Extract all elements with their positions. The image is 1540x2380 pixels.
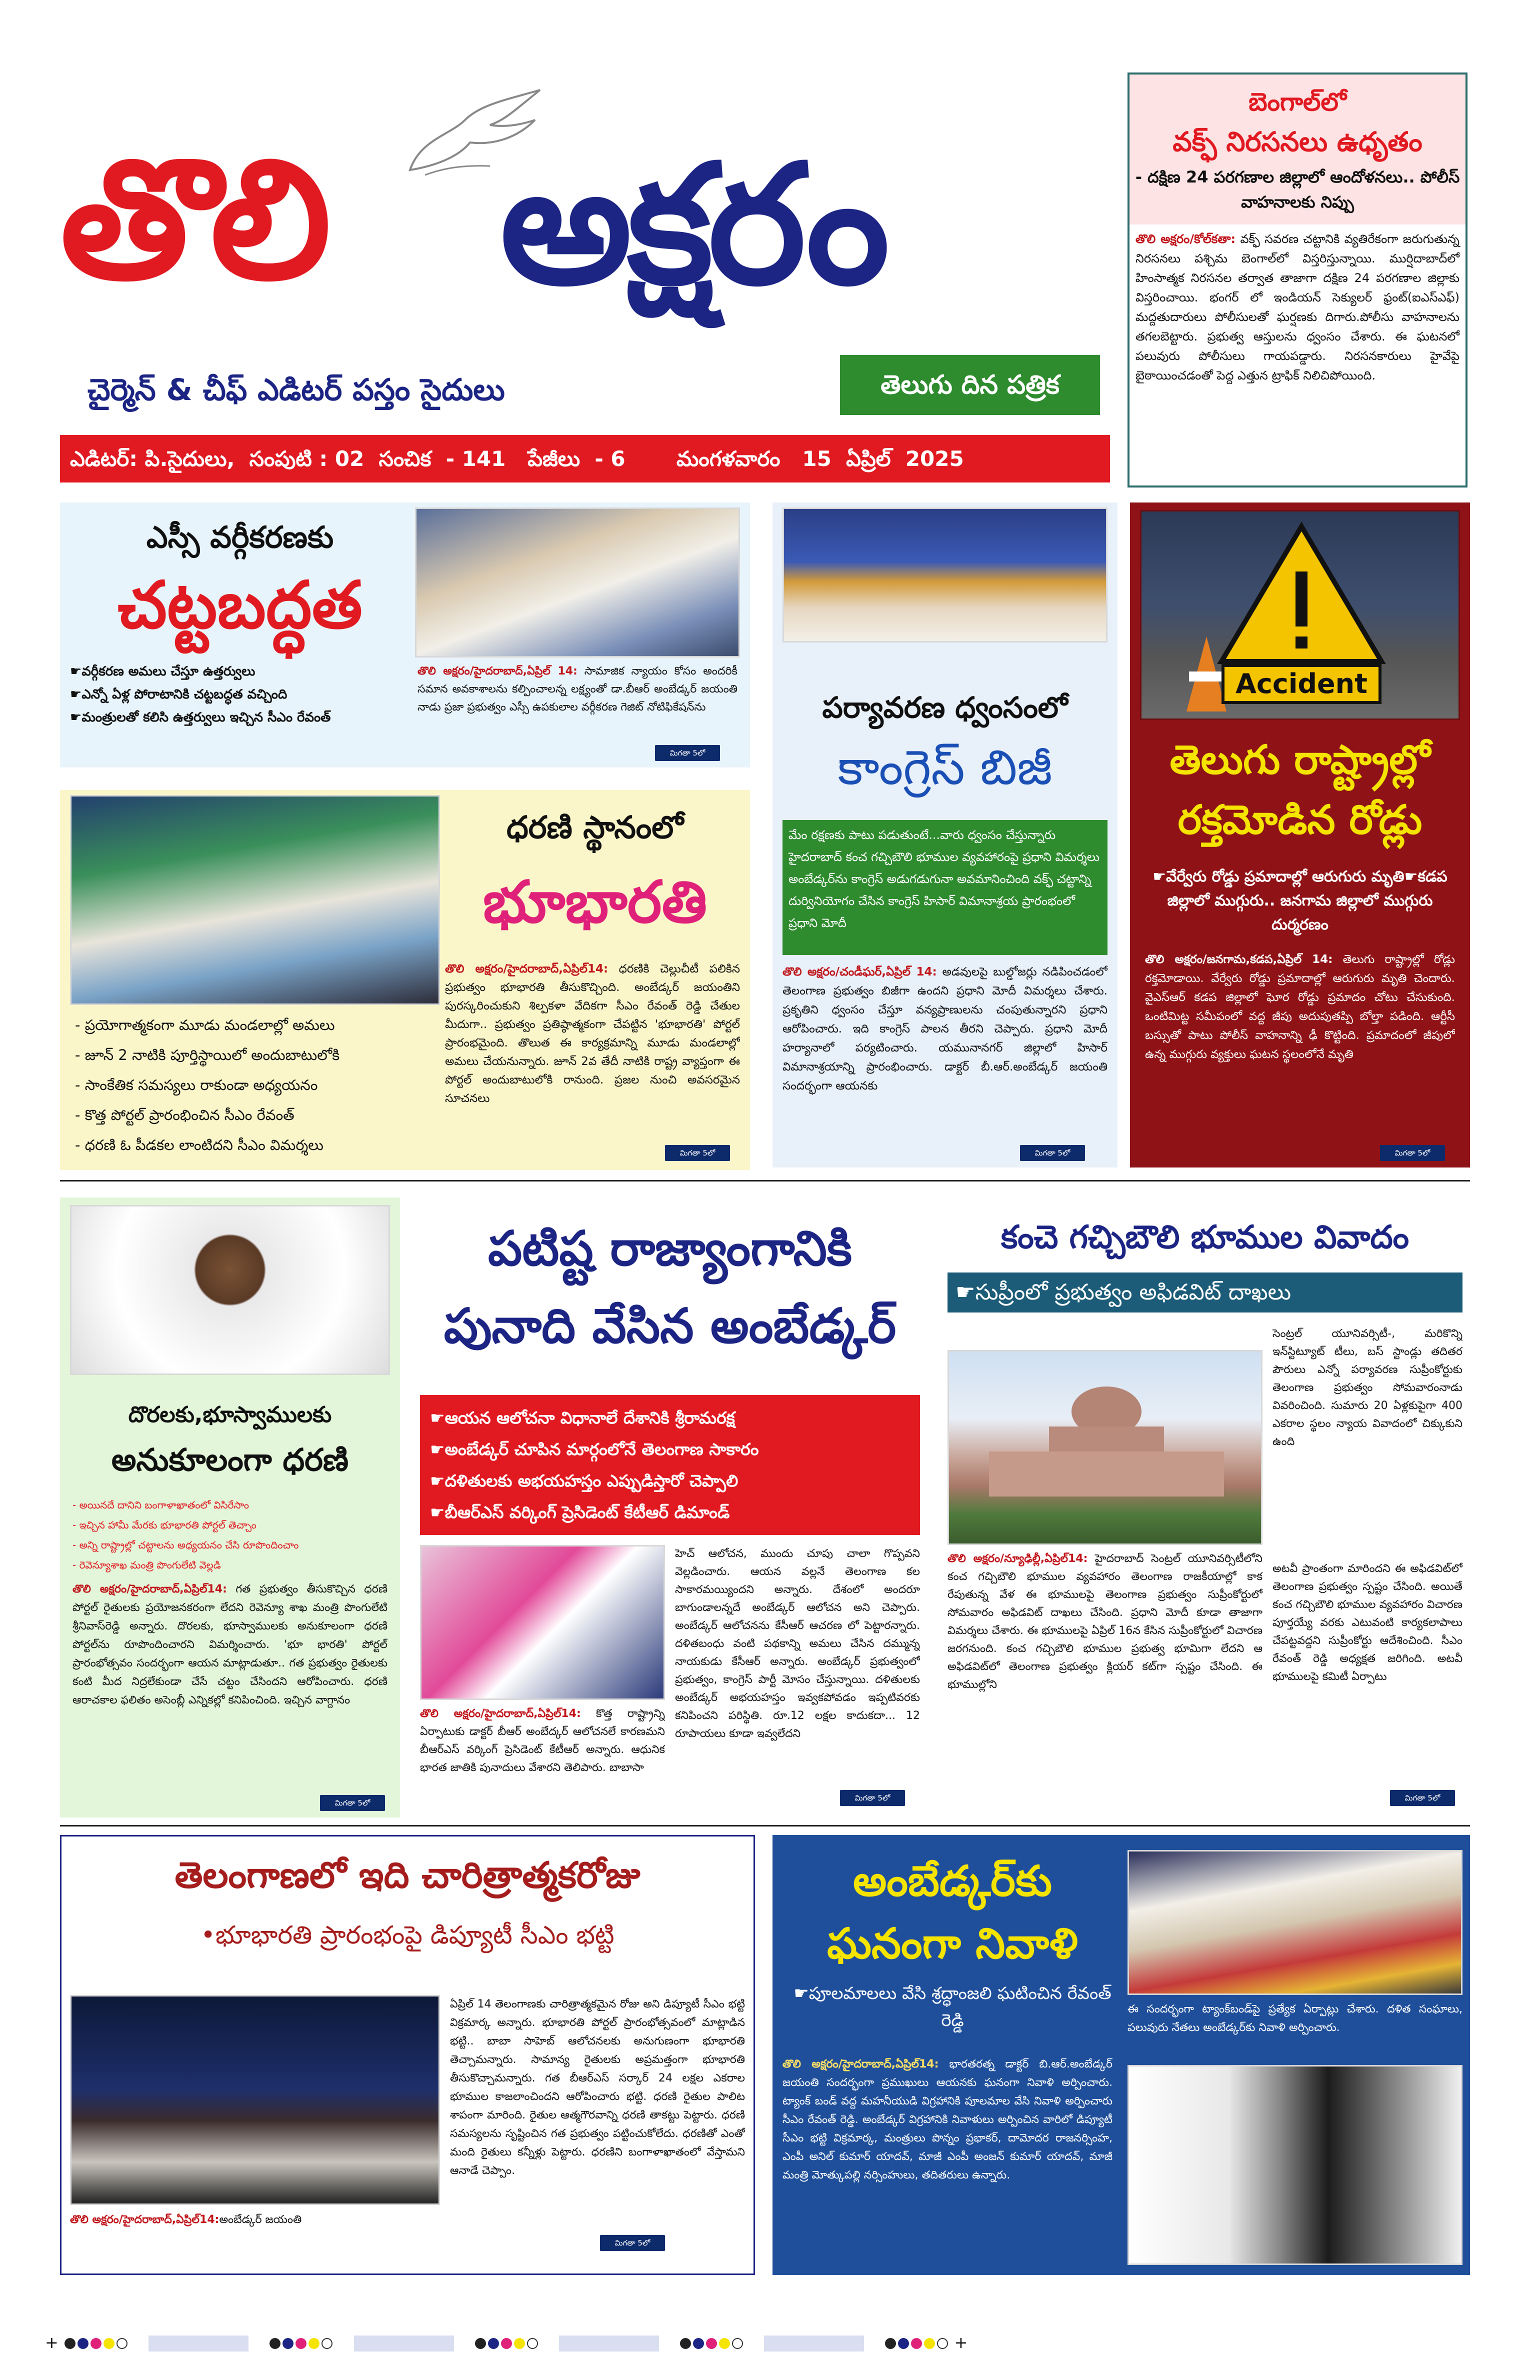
- accident-body: తొలి అక్షరం/జనగామ,కడప,ఏప్రిల్ 14: తెలుగు రాష్ట్రాల్లో రోడ్లు రక్తమోడాయి. వేర్వేరు రోడ్డు ప్రమాదాల్లో ఆరుగురు మృతి చెందారు. వైఎస్ఆర్ కడప జిల్లాలో ఘోర రోడ్డు ప్రమాదం చోటు చేసుకుంది. ఒంటిమిట్ట సమీపంలో వద్ద జీపు అదుపుతప్పి బోల్తా పడింది. ఆర్టీసీ బస్సుతో పాటు పోలీస్ వాహనాన్ని ఢీ కొట్టింది. ప్రమాదంలో జీపులో ఉన్న ముగ్గురు వ్యక్తులు ఘటన స్థలంలోనే మృతి: [1145, 953, 1455, 1061]
- issue-info-bar: ఎడిటర్: పి.సైదులు, సంపుటి : 02 సంచిక - 141 పేజీలు - 6 మంగళవారం 15 ఏప్రిల్ 2025: [60, 435, 1110, 482]
- modi-headline: కాంగ్రెస్ బిజీ: [838, 740, 1052, 796]
- chairman-line: చైర్మెన్ & చీఫ్ ఎడిటర్ పస్తం సైదులు: [88, 372, 505, 408]
- bengal-byline: తొలి అక్షరం/కోల్‌కతా:: [1136, 232, 1236, 246]
- bhatti-subhead: •భూభారతి ప్రారంభంపై డిప్యూటీ సీఎం భట్టి: [200, 1920, 614, 1950]
- bhatti-photo: [70, 1995, 440, 2205]
- ktr-photo: [420, 1545, 665, 1700]
- accident-subhead: ☛వేర్వేరు రోడ్డు ప్రమాదాల్లో ఆరుగురు మృతి☛కడప జిల్లాలో ముగ్గురు.. జనగామ జిల్లాలో ముగ్గురు దుర్మరణం: [1152, 868, 1448, 934]
- sc-bullet: ☛వర్గీకరణ అమలు చేస్తూ ఉత్తర్వులు: [70, 664, 256, 679]
- print-registration-bar: [45, 2330, 1495, 2355]
- modi-summary: మేం రక్షణకు పాటు పడుతుంటే...వారు ధ్వంసం చేస్తున్నారు హైదరాబాద్ కంచ గచ్చిబౌలి భూముల వ్యవహారంపై ప్రధాని విమర్శలు అంబేడ్కర్‌ను కాంగ్రెస్ అడుగడుగునా అవమానించింది వక్ఫ్ చట్టాన్ని దుర్వినియోగం చేసిన కాంగ్రెస్ హిసార్ విమానాశ్రయ ప్రారంభంలో ప్రధాని మోదీ: [782, 820, 1108, 955]
- dharani-bullet: - ఇచ్చిన హామీ మేరకు భూభారతి పోర్టల్ తెచ్చాం: [72, 1519, 256, 1531]
- tribute-headline: అంబేడ్కర్‌కు ఘనంగా నివాళి: [827, 1856, 1078, 1968]
- ktr-right-body: హెచ్ ఆలోచన, ముందు చూపు చాలా గొప్పవని వెల్లడించారు. ఆయన వల్లనే తెలంగాణ కల సాకారమయ్యిందని అన్నారు. దేశంలో అందరూ బాగుండాలన్నదే అంబేడ్కర్ ఆలోచన అని చెప్పారు. అంబేడ్కర్ ఆలోచనను కేసీఆర్ ఆచరణ లో పెట్టారన్నారు. దళితబంధు వంటి పథకాన్ని అమలు చేసిన దమ్మున్న నాయకుడు కేసీఆర్ అన్నారు. అంబేడ్కర్ ప్రభుత్వంలో ప్రభుత్వం, కాంగ్రెస్ పార్టీ మోసం చేస్తున్నాయి. దళితులకు అంబేడ్కర్ అభయహస్తం ఇవ్వకపోవడం ఇప్పటివరకు కనిపించని పరిస్థితి. రూ.12 లక్షల కాదుకదా... 12 రూపాయలు కూడా ఇవ్వలేదని: [675, 1548, 920, 1740]
- dharani-bullets: [72, 1495, 388, 1575]
- bhatti-body: ఏప్రిల్ 14 తెలంగాణకు చారిత్రాత్మకమైన రోజు అని డిప్యూటీ సీఎం భట్టి విక్రమార్క అన్నారు. భూభారతి పోర్టల్ ప్రారంభోత్సవంలో మాట్లాడిన భట్టి.. బాబా సాహెబ్ ఆలోచనలకు అనుగుణంగా భూభారతి తెచ్చామన్నారు. సామాన్య రైతులకు అప్రమత్తంగా భూభారతి తీసుకొచ్చామన్నారు. గత బీఆర్ఎస్ సర్కార్ 24 లక్షల ఎకరాల భూముల కాజలాంచిందని ఆరోపించారు భట్టి. ధరణి రైతుల పాలిట శాపంగా మారింది. రైతుల ఆత్మగౌరవాన్ని ధరణి తాకట్టు పెట్టారు. ధరణి సమస్యలను సృష్టించిన గత ప్రభుత్వం పట్టించుకోలేదు. ధరణితో ఎంతో మంది రైతులు కన్నీళ్లు పెట్టారు. ధరణిని బంగాళాఖాతంలో వేస్తామని ఆనాడే చెప్పాం.: [450, 1998, 745, 2177]
- tribute-body: తొలి అక్షరం/హైదరాబాద్,ఏప్రిల్14: భారతరత్న డాక్టర్ బి.ఆర్.అంబేడ్కర్ జయంతి సందర్భంగా ప్రముఖులు ఆయనకు ఘనంగా నివాళి అర్పించారు. ట్యాంక్ బండ్ వద్ద మహనీయుడి విగ్రహానికి పూలమాల వేసి నివాళి అర్పించారు సీఎం రేవంత్ రెడ్డి. అంబేడ్కర్ విగ్రహానికి నివాళులు అర్పించిన వారిలో డిప్యూటీ సీఎం భట్టి విక్రమార్క, మంత్రులు పొన్నం ప్రభాకర్, దామోదర రాజనర్సింహ, ఎంపీ అనిల్ కుమార్ యాదవ్, మాజీ ఎంపీ అంజన్ కుమార్ యాదవ్, మాజీ మంత్రి మోత్కుపల్లి నర్సింహులు, తదితరులు ఉన్నారు.: [782, 2058, 1112, 2182]
- bhubharati-bullet: - కొత్త పోర్టల్ ప్రారంభించిన సీఎం రేవంత్: [75, 1106, 294, 1124]
- continued-link[interactable]: మిగతా 5లో: [840, 1790, 905, 1806]
- bengal-kicker: బెంగాల్‌లో: [1248, 88, 1346, 116]
- bhubharati-headline: భూభారతి: [482, 868, 708, 936]
- section-divider: [60, 1825, 1470, 1826]
- bengal-headline-panel: [1130, 74, 1466, 224]
- accident-photo: [1140, 510, 1460, 720]
- tagline-badge: తెలుగు దిన పత్రిక: [840, 355, 1100, 415]
- modi-kicker: పర్యావరణ ధ్వంసంలో: [822, 690, 1068, 724]
- tribute-right-body: ఈ సందర్భంగా ట్యాంక్‌బండ్‌పై ప్రత్యేక ఏర్పాట్లు చేశారు. దళిత సంఘాలు, పలువురు నేతలు అంబేడ్కర్‌కు నివాళి అర్పించారు.: [1128, 2003, 1462, 2034]
- continued-link[interactable]: మిగతా 5లో: [1380, 1145, 1445, 1161]
- masthead-title-red: తొలి: [60, 124, 326, 316]
- bhubharati-bullet: - ప్రయోగాత్మకంగా మూడు మండలాల్లో అమలు: [75, 1016, 335, 1034]
- sc-bullet: ☛ఎన్నో ఏళ్ల పోరాటానికి చట్టబద్ధత వచ్చింది: [70, 687, 288, 702]
- ktr-bullet: ☛బీఆర్ఎస్ వర్కింగ్ ప్రెసిడెంట్ కేటీఆర్ డిమాండ్: [430, 1502, 730, 1522]
- sc-body: తొలి అక్షరం/హైదరాబాద్,ఏప్రిల్ 14: సామాజిక న్యాయం కోసం అందరికీ సమాన అవకాశాలను కల్పించాలన్న లక్ష్యంతో డా.బీఆర్ అంబేడ్కర్ జయంతి నాడు ప్రజా ప్రభుత్వం ఎస్సీ ఉపకులాల వర్గీకరణ గెజిట్ నోటిఫికేషన్‌ను: [418, 665, 738, 714]
- masthead-title-blue: అక్షరం: [500, 129, 885, 321]
- kanche-right-body: అటవీ ప్రాంతంగా మారిందని ఈ అఫిడవిట్‌లో తెలంగాణ ప్రభుత్వం స్పష్టం చేసింది. అయితే కంచ గచ్చిబౌలి భూముల వ్యవహారం విచారణ పూర్తయ్యే వరకు ఎటువంటి కార్యకలాపాలు చేపట్టవద్దని సుప్రీంకోర్టు ఆదేశించింది. సీఎం రేవంత్ రెడ్డి అధ్యక్షత జరిగింది. అటవీ భూములపై కమిటీ ఏర్పాటు: [1272, 1562, 1462, 1683]
- ktr-bullet: ☛ఆయన ఆలోచనా విధానాలే దేశానికి శ్రీరామరక్ష: [430, 1408, 735, 1428]
- bhubharati-bullet: - ధరణి ఓ పీడకల లాంటిదని సీఎం విమర్శలు: [75, 1136, 324, 1154]
- continued-link[interactable]: మిగతా 5లో: [655, 745, 720, 761]
- bhubharati-bullets: [75, 1010, 435, 1160]
- bhubharati-photo: [70, 795, 440, 1005]
- minister-photo: [70, 1205, 390, 1375]
- reg-mark: +: [45, 2333, 58, 2352]
- court-dome-icon: [949, 1352, 1262, 1545]
- modi-body: తొలి అక్షరం/చండీఘర్,ఏప్రిల్ 14: అడవులపై బుల్డోజర్లు నడిపించడంలో తెలంగాణ ప్రభుత్వం బిజీగా ఉందని ప్రధాని మోదీ విమర్శలు చేశారు. ప్రకృతిని ధ్వంసం చేస్తూ వన్యప్రాణులను చంపుతున్నారని ప్రధాని ఆరోపించారు. ఇది కాంగ్రెస్ పాలన తీరని చెప్పారు. ప్రధాని మోదీ హర్యానాలో పర్యటించారు. యమునానగర్ జిల్లాలో హిసార్ విమానాశ్రయాన్ని ప్రారంభించారు. డాక్టర్ బీ.ఆర్.అంబేడ్కర్ జయంతి సందర్భంగా ఆయనకు: [782, 966, 1108, 1092]
- ambedkar-portrait: [1128, 2065, 1462, 2265]
- bhubharati-bullet: - సాంకేతిక సమస్యలు రాకుండా అధ్యయనం: [75, 1076, 318, 1094]
- bengal-headline: వక్ఫ్ నిరసనలు ఉధృతం: [1172, 126, 1422, 158]
- continued-link[interactable]: మిగతా 5లో: [320, 1795, 385, 1811]
- kanche-body: తొలి అక్షరం/న్యూఢిల్లీ,ఏప్రిల్14: హైదరాబాద్ సెంట్రల్ యూనివర్సిటీలోని కంచ గచ్చిబౌలి భూముల వ్యవహారం తెలంగాణ రాజకీయాల్లో కాక రేపుతున్న వేళ ఈ భూములపై తెలంగాణ ప్రభుత్వం సుప్రీంకోర్టులో సోమవారం అఫిడవిట్ దాఖలు చేసింది. ప్రధాని మోదీ కూడా తాజాగా విమర్శలు చేశారు. ఈ భూములపై ఏప్రిల్ 16న కేసిన సుప్రీంకోర్టులో విచారణ జరగనుంది. కంచ గచ్చిబౌలి భూముల ప్రభుత్వ భూమిగా లేదని ఆ అఫిడవిట్‌లో తెలంగాణ ప్రభుత్వం క్లియర్ కట్‌గా స్పష్టం చేసింది. ఈ భూముల్లోని: [948, 1552, 1262, 1691]
- dharani-headline-small: దొరలకు,భూస్వాములకు: [128, 1402, 332, 1428]
- sc-bullet: ☛మంత్రులతో కలిసి ఉత్తర్వులు ఇచ్చిన సీఎం రేవంత్: [70, 710, 331, 725]
- bengal-subhead: - దక్షిణ 24 పరగణాల జిల్లాలో ఆందోళనలు.. పోలీస్ వాహనాలకు నిప్పు: [1135, 168, 1460, 212]
- bengal-body: [1130, 224, 1466, 390]
- dharani-bullet: - రెవెన్యూశాఖ మంత్రి పొంగులేటి వెల్లడి: [72, 1559, 221, 1571]
- bengal-text: వక్ఫ్ సవరణ చట్టానికి వ్యతిరేకంగా జరుగుతున్న నిరసనలు పశ్చిమ బెంగాల్‌లో విస్తరిస్తున్నాయి. ముర్షిదాబాద్‌లో హింసాత్మక నిరసనల తర్వాత తాజాగా దక్షిణ 24 పరగణాల జిల్లాకు విస్తరించాయి. భంగర్ లో ఇండియన్ సెక్యులర్ ఫ్రంట్(ఐఎస్‌ఎఫ్) మద్దతుదారులు పోలీసులతో ఘర్షణకు దిగారు.పోలీసు వాహనాలను తగలబెట్టారు. ప్రభుత్వ ఆస్తులను ధ్వంసం చేశారు. ఈ ఘటనలో పలువురు పోలీసులు గాయపడ్డారు. నిరసనకారులు హైవేపై బైఠాయించడంతో పెద్ద ఎత్తున ట్రాఫిక్ నిలిచిపోయింది.: [1136, 232, 1460, 382]
- dharani-body: తొలి అక్షరం/హైదరాబాద్,ఏప్రిల్14: గత ప్రభుత్వం తీసుకొచ్చిన ధరణి పోర్టల్ రైతులకు ప్రయోజనకరంగా లేదని రెవెన్యూ శాఖ మంత్రి పొంగులేటి శ్రీనివాస్‌రెడ్డి అన్నారు. దొరలకు, భూస్వాములకు అనుకూలంగా ధరణి పోర్టల్‌ను రూపొందించారని విమర్శించారు. 'భూ భారతి' పోర్టల్ ప్రారంభోత్సవం సందర్భంగా ఆయన మాట్లాడుతూ.. గత ప్రభుత్వం రైతులకు కంటి మీద నిద్రలేకుండా చేసే చట్టం చేసిందని ఆరోపించారు. ధరణి ఆరాచకాల ఫలితం అసెంబ్లీ ఎన్నికల్లో కనిపించింది. ఇచ్చిన వాగ్దానం: [72, 1583, 388, 1706]
- dharani-bullet: - అయినదే దానిని బంగాళాఖాతంలో విసిరేసాం: [72, 1499, 250, 1511]
- supreme-court-photo: [948, 1350, 1262, 1545]
- ambedkar-ktr-headline: పటిష్ట రాజ్యాంగానికి పునాది వేసిన అంబేడ్కర్: [444, 1220, 896, 1354]
- section-divider: [60, 1180, 1470, 1182]
- kanche-headline: కంచె గచ్చిబౌలి భూముల వివాదం: [1000, 1219, 1410, 1256]
- kanche-side-body: సెంట్రల్ యూనివర్సిటీ-, మరికొన్ని ఇన్‌స్టిట్యూట్ టీలు, బస్ స్టాండ్లు తదితర పౌరులు ఎన్నో పర్యావరణ సుప్రీంకోర్టుకు తెలంగాణ ప్రభుత్వం సోమవారంనాడు వివరించింది. సుమారు 20 ఏళ్లకుపైగా 400 ఎకరాల స్థలం న్యాయ వివాదంలో చిక్కుకుని ఉంది: [1272, 1328, 1462, 1448]
- bhatti-headline: తెలంగాణలో ఇది చారిత్రాత్మకరోజు: [174, 1854, 640, 1896]
- ktr-bullet: ☛దళితులకు అభయహస్తం ఎప్పుడిస్తారో చెప్పాలి: [430, 1471, 738, 1490]
- continued-link[interactable]: మిగతా 5లో: [600, 2235, 665, 2251]
- dharani-bullet: - అన్ని రాష్ట్రాల్లో చట్టాలను అధ్యయనం చేసి రూపొందించాం: [72, 1539, 299, 1551]
- ktr-bullets-box: [420, 1395, 920, 1535]
- reg-mark: +: [954, 2333, 968, 2352]
- tribute-photo: [1128, 1850, 1462, 1995]
- bhubharati-bullet: - జూన్ 2 నాటికి పూర్తిస్థాయిలో అందుబాటులోకి: [75, 1046, 340, 1064]
- bhubharati-kicker: ధరణి స్థానంలో: [506, 809, 684, 846]
- kanche-subhead: ☛సుప్రీంలో ప్రభుత్వం అఫిడవిట్ దాఖలు: [948, 1272, 1462, 1312]
- continued-link[interactable]: మిగతా 5లో: [1390, 1790, 1455, 1806]
- ktr-bullet: ☛అంబేడ్కర్ చూపిన మార్గంలోనే తెలంగాణ సాకారం: [430, 1440, 759, 1459]
- dharani-headline: అనుకూలంగా ధరణి: [111, 1442, 349, 1478]
- accident-sign-label: Accident: [1222, 664, 1382, 704]
- sc-kicker: ఎస్సీ వర్గీకరణకు: [146, 520, 334, 555]
- continued-link[interactable]: మిగతా 5లో: [665, 1145, 730, 1161]
- modi-photo: [782, 508, 1108, 642]
- bhatti-caption: తొలి అక్షరం/హైదరాబాద్,ఏప్రిల్14:అంబేడ్కర్ జయంతి: [70, 2214, 302, 2226]
- accident-headline: తెలుగు రాష్ట్రాల్లో రక్తమోడిన రోడ్లు: [1170, 736, 1430, 843]
- sc-bullets: [70, 660, 410, 729]
- ktr-left-body: తొలి అక్షరం/హైదరాబాద్,ఏప్రిల్14: కొత్త రాష్ట్రాన్ని ఏర్పాటుకు డాక్టర్ బీఆర్ అంబేద్కర్ ఆలోచనలే కారణమని బీఆర్ఎస్ వర్కింగ్ ప్రెసిడెంట్ కేటీఆర్ అన్నారు. ఆధునిక భారత జాతికి పునాదులు వేశారని తెలిపారు. బాబాసా: [420, 1708, 665, 1774]
- sc-headline: చట్టబద్ధత: [118, 567, 362, 643]
- sc-photo: [415, 508, 740, 658]
- continued-link[interactable]: మిగతా 5లో: [1020, 1145, 1085, 1161]
- bengal-story-box: [1128, 72, 1468, 488]
- tribute-subhead: ☛పూలమాలలు వేసి శ్రద్ధాంజలి ఘటించిన రేవంత్ రెడ్డి: [794, 1984, 1112, 2030]
- bhubharati-body: తొలి అక్షరం/హైదరాబాద్,ఏప్రిల్14: ధరణికి చెల్లుచీటీ పలికిన ప్రభుత్వం భూభారతి తీసుకొచ్చింది. అంబేడ్కర్ జయంతిని పురస్కరించుకుని శిల్పకళా వేదికగా సీఎం రేవంత్ రెడ్డి చేతుల మీదుగా.. ప్రభుత్వం ప్రతిష్ఠాత్మకంగా చేపట్టిన 'భూభారతి' పోర్టల్ ప్రారంభమైంది. తొలుత ఈ కార్యక్రమాన్ని మూడు మండలాల్లో అమలు చేయనున్నారు. జూన్ 2వ తేదీ నాటికి రాష్ట్ర వ్యాప్తంగా ఈ పోర్టల్ అందుబాటులోకి రానుంది. ప్రజల నుంచి అవసరమైన సూచనలు: [445, 962, 740, 1105]
